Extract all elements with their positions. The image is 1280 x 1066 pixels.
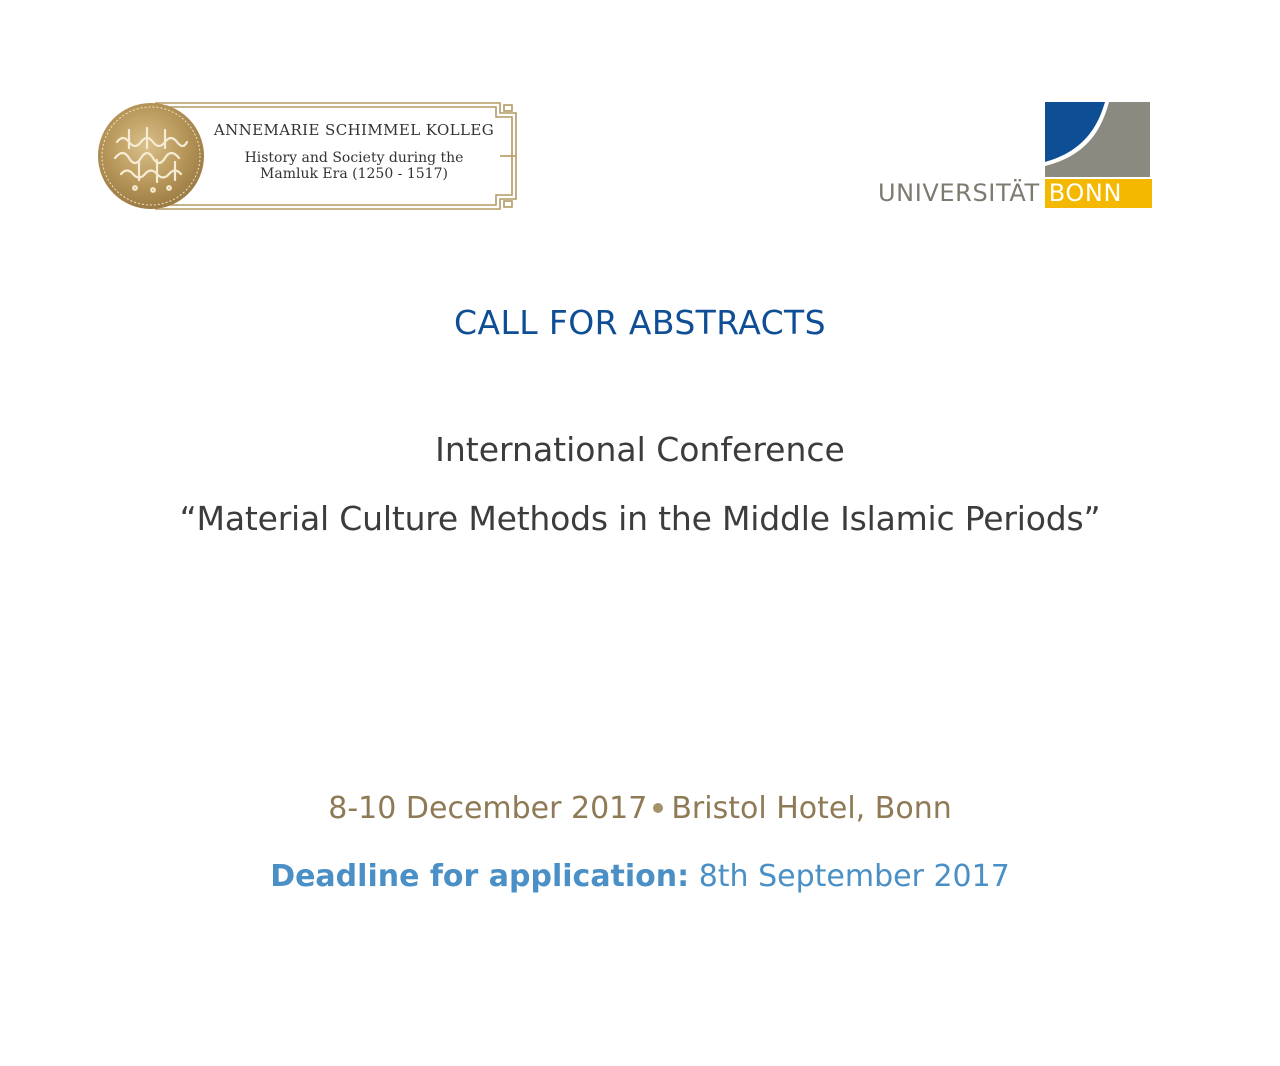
call-for-abstracts-heading: CALL FOR ABSTRACTS xyxy=(454,303,826,342)
kolleg-subtitle-line2: Mamluk Era (1250 - 1517) xyxy=(260,166,448,182)
kolleg-name: ANNEMARIE SCHIMMEL KOLLEG xyxy=(213,121,495,139)
universitaet-bonn-logo xyxy=(878,102,1150,210)
deadline-date: 8th September 2017 xyxy=(698,859,1010,894)
logo-text-block xyxy=(213,120,495,182)
mamluk-seal-icon xyxy=(95,100,207,212)
deadline-line xyxy=(0,855,1280,899)
conference-dates: 8-10 December 2017 xyxy=(328,791,648,826)
conference-title: “Material Culture Methods in the Middle Islamic Periods” xyxy=(179,499,1101,538)
bullet-separator-icon xyxy=(653,803,663,813)
conference-venue: Bristol Hotel, Bonn xyxy=(671,791,952,826)
date-venue-line xyxy=(0,787,1280,831)
bonn-word-universitaet: UNIVERSITÄT xyxy=(878,179,1040,207)
deadline-label: Deadline for application: xyxy=(270,859,690,894)
event-type: International Conference xyxy=(435,430,845,469)
bonn-emblem-icon xyxy=(1045,102,1150,177)
annemarie-schimmel-kolleg-logo xyxy=(95,100,525,212)
kolleg-subtitle-line1: History and Society during the xyxy=(244,150,464,166)
bonn-word-bonn: BONN xyxy=(1045,179,1152,208)
bonn-wordmark xyxy=(878,179,1152,208)
